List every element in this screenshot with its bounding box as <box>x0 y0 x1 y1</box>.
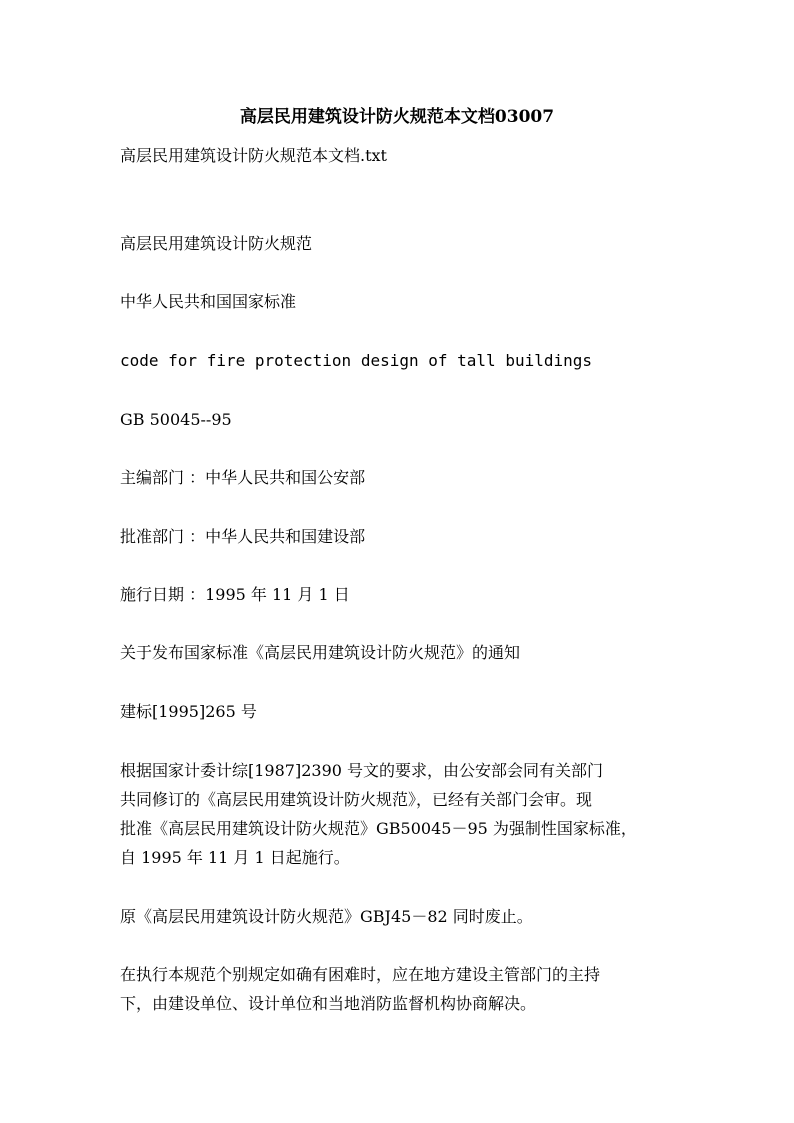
paragraph-1-line-2: 共同修订的《高层民用建筑设计防火规范》，已经有关部门会审。现 <box>120 790 593 809</box>
notice-number: 建标[1995]265 号 <box>120 702 257 721</box>
paragraph-3-line-2: 下，由建设单位、设计单位和当地消防监督机构协商解决。 <box>120 994 537 1013</box>
document-title: 高层民用建筑设计防火规范本文档03007 <box>239 107 555 127</box>
english-title: code for fire protection design of tall buildings <box>120 351 593 370</box>
file-name: 高层民用建筑设计防火规范本文档.txt <box>120 146 387 165</box>
approver-line: 批准部门 ：中华人民共和国建设部 <box>120 527 366 546</box>
standard-code: GB 50045--95 <box>120 410 232 429</box>
chief-editor-line: 主编部门 ：中华人民共和国公安部 <box>120 468 366 487</box>
paragraph-2: 原《高层民用建筑设计防火规范》GBJ45－82 同时废止。 <box>120 907 533 926</box>
document-heading: 高层民用建筑设计防火规范 <box>120 234 313 253</box>
standard-type: 中华人民共和国国家标准 <box>120 292 297 311</box>
paragraph-1-line-1: 根据国家计委计综[1987]2390 号文的要求，由公安部会同有关部门 <box>120 761 604 780</box>
paragraph-3-line-1: 在执行本规范个别规定如确有困难时，应在地方建设主管部门的主持 <box>120 965 601 984</box>
paragraph-1-line-3: 批准《高层民用建筑设计防火规范》GB50045－95 为强制性国家标准， <box>120 819 637 838</box>
notice-title: 关于发布国家标准《高层民用建筑设计防火规范》的通知 <box>120 643 521 662</box>
paragraph-1-line-4: 自 1995 年 11 月 1 日起施行。 <box>120 848 350 867</box>
effective-date-line: 施行日期 ：1995 年 11 月 1 日 <box>120 585 350 604</box>
